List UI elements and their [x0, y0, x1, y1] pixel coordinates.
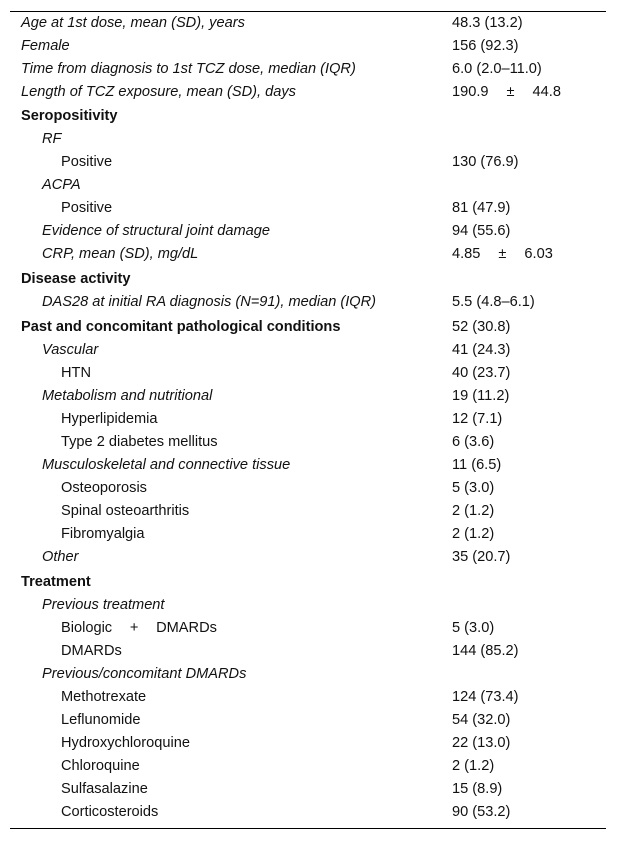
- row-value: 22 (13.0): [452, 735, 511, 751]
- row-label: Positive: [61, 200, 113, 216]
- row-value: 5 (3.0): [452, 480, 495, 496]
- row-value: 12 (7.1): [452, 411, 503, 427]
- row-value: 94 (55.6): [452, 223, 511, 239]
- row-value: 90 (53.2): [452, 804, 511, 820]
- table-row: [10, 339, 606, 362]
- table-row: [10, 151, 606, 174]
- row-value: 5.5 (4.8–6.1): [452, 294, 535, 310]
- subgroup-label: Musculoskeletal and connective tissue: [42, 457, 291, 473]
- row-value: 48.3 (13.2): [452, 15, 523, 31]
- row-label: DMARDs: [61, 643, 122, 659]
- row-value: 144 (85.2): [452, 643, 519, 659]
- row-value: 35 (20.7): [452, 549, 511, 565]
- row-label: [42, 245, 198, 264]
- crp-label: CRP: [42, 246, 71, 262]
- table-row: [10, 454, 606, 477]
- section-header-row: [10, 571, 606, 594]
- row-label: Type 2 diabetes mellitus: [61, 434, 218, 450]
- table-row: [10, 408, 606, 431]
- row-value: 6.0 (2.0–11.0): [452, 61, 542, 77]
- table-row: [10, 477, 606, 500]
- row-value: 2 (1.2): [452, 503, 495, 519]
- row-label: Spinal osteoarthritis: [61, 503, 190, 519]
- row-label: [61, 619, 217, 638]
- table-row: [10, 128, 606, 151]
- table-row: [10, 778, 606, 801]
- table-row: [10, 431, 606, 454]
- row-value: [452, 245, 553, 264]
- plus-sign: +: [129, 620, 139, 636]
- row-value: 2 (1.2): [452, 758, 495, 774]
- table-row: [10, 35, 606, 58]
- table-row: [10, 755, 606, 778]
- row-value: 2 (1.2): [452, 526, 495, 542]
- row-label: Hyperlipidemia: [61, 411, 158, 427]
- section-header: Treatment: [21, 574, 91, 590]
- table-row: [10, 640, 606, 663]
- table-row: [10, 617, 606, 640]
- row-label: Age at 1st dose, mean (SD), years: [21, 15, 245, 31]
- table-row: [10, 594, 606, 617]
- row-value: 11 (6.5): [452, 457, 502, 473]
- subgroup-label: Previous/concomitant DMARDs: [42, 666, 247, 682]
- row-label: Length of TCZ exposure, mean (SD), days: [21, 84, 296, 100]
- value-sd: 6.03: [524, 246, 553, 262]
- row-label: Corticosteroids: [61, 804, 159, 820]
- row-value: 130 (76.9): [452, 154, 519, 170]
- plus-minus-sign: ±: [498, 246, 507, 262]
- table-row: [10, 500, 606, 523]
- row-value: 15 (8.9): [452, 781, 503, 797]
- table-row: [10, 709, 606, 732]
- table-row: [10, 523, 606, 546]
- row-label: Time from diagnosis to 1st TCZ dose, median (IQR): [21, 61, 356, 77]
- row-value: 40 (23.7): [452, 365, 511, 381]
- table-row: [10, 81, 606, 104]
- table-row: [10, 197, 606, 220]
- row-label: Sulfasalazine: [61, 781, 148, 797]
- row-label: Methotrexate: [61, 689, 147, 705]
- row-label: HTN: [61, 365, 91, 381]
- value-sd: 44.8: [532, 84, 561, 100]
- row-label: Female: [21, 38, 70, 54]
- subgroup-label: ACPA: [42, 177, 81, 193]
- section-header: Disease activity: [21, 271, 131, 287]
- table-row: [10, 174, 606, 197]
- plus-minus-sign: ±: [506, 84, 515, 100]
- row-value: 41 (24.3): [452, 342, 511, 358]
- value-mean: 4.85: [452, 246, 481, 262]
- row-value: 54 (32.0): [452, 712, 511, 728]
- table-row: [10, 663, 606, 686]
- table-row: [10, 801, 606, 824]
- table-row: [10, 546, 606, 569]
- subgroup-label: Metabolism and nutritional: [42, 388, 213, 404]
- section-header-row: [10, 316, 606, 339]
- section-header: Seropositivity: [21, 108, 118, 124]
- label-dmards: DMARDs: [156, 620, 217, 636]
- row-label: Leflunomide: [61, 712, 141, 728]
- subgroup-label: Previous treatment: [42, 597, 165, 613]
- table-row: [10, 12, 606, 35]
- table-bottom-rule: [10, 828, 606, 829]
- row-value: [452, 83, 561, 102]
- table-row: [10, 732, 606, 755]
- row-label: Positive: [61, 154, 113, 170]
- table-row: [10, 291, 606, 314]
- table-row: [10, 220, 606, 243]
- table-row: [10, 686, 606, 709]
- table-row: [10, 243, 606, 266]
- table-row: [10, 58, 606, 81]
- table-row: [10, 362, 606, 385]
- row-label: Osteoporosis: [61, 480, 147, 496]
- label-biologic: Biologic: [61, 620, 113, 636]
- section-header-row: [10, 268, 606, 291]
- row-label: DAS28 at initial RA diagnosis (N=91), median (IQR): [42, 294, 377, 310]
- subgroup-label: Vascular: [42, 342, 99, 358]
- row-value: 52 (30.8): [452, 319, 511, 335]
- row-label: Evidence of structural joint damage: [42, 223, 270, 239]
- crp-label-suffix: , mean (SD), mg/dL: [70, 246, 199, 262]
- section-header: Past and concomitant pathological conditions: [21, 319, 341, 335]
- table-row: [10, 385, 606, 408]
- row-value: 6 (3.6): [452, 434, 495, 450]
- row-value: 19 (11.2): [452, 388, 510, 404]
- row-label: Chloroquine: [61, 758, 140, 774]
- subgroup-label: Other: [42, 549, 79, 565]
- row-value: 81 (47.9): [452, 200, 511, 216]
- row-label: Fibromyalgia: [61, 526, 145, 542]
- row-label: Hydroxychloroquine: [61, 735, 190, 751]
- row-value: 5 (3.0): [452, 620, 495, 636]
- subgroup-label: RF: [42, 131, 62, 147]
- row-value: 156 (92.3): [452, 38, 519, 54]
- row-value: 124 (73.4): [452, 689, 519, 705]
- value-mean: 190.9: [452, 84, 489, 100]
- section-header-row: [10, 105, 606, 128]
